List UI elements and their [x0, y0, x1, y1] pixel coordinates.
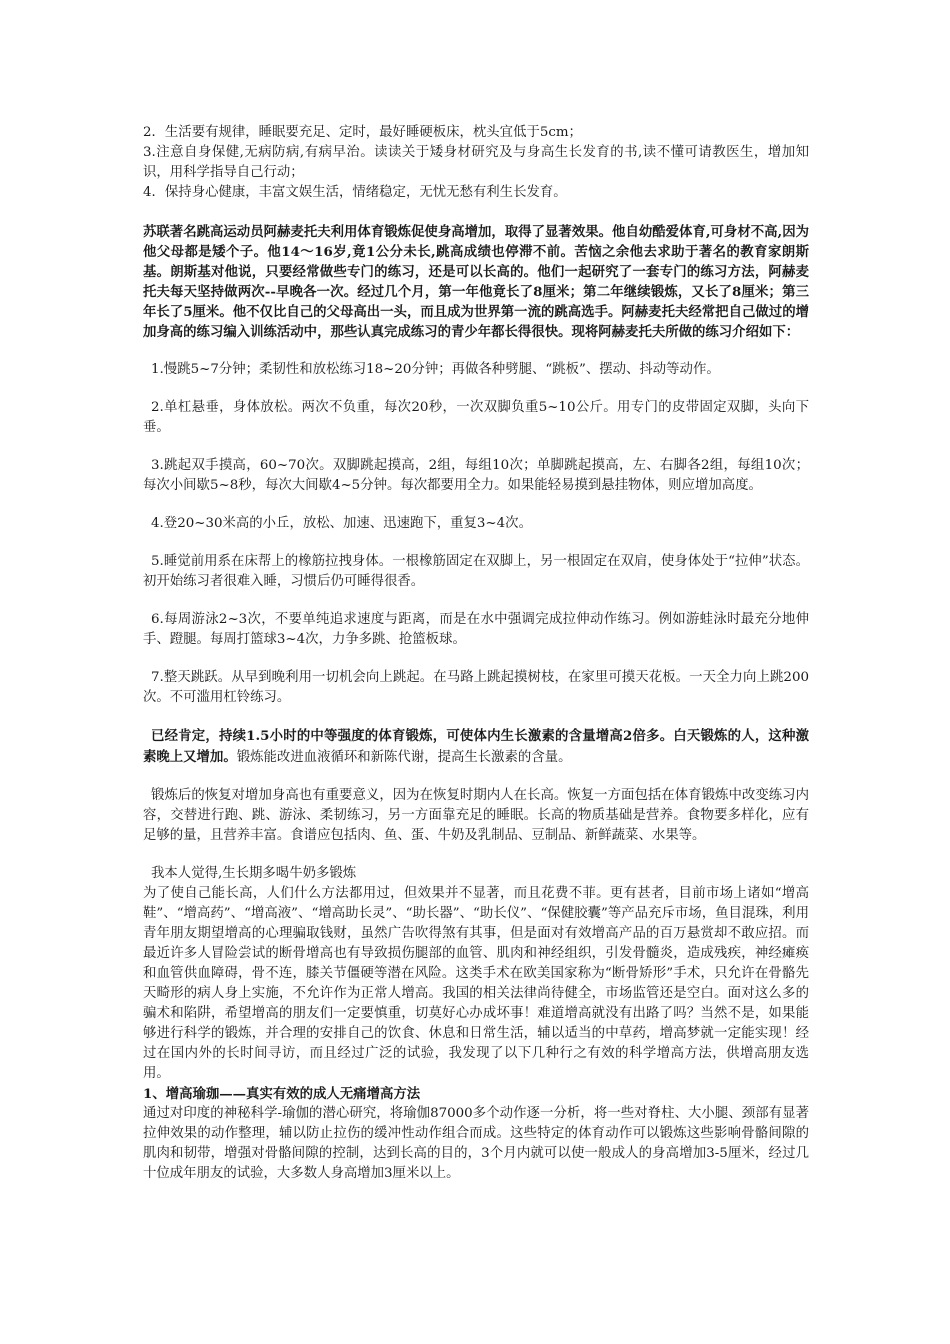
exercise-1: 1.慢跳5~7分钟；柔韧性和放松练习18~20分钟；再做各种劈腿、“跳板”、摆动、抖动等动作。: [151, 362, 720, 377]
story-paragraph: 苏联著名跳高运动员阿赫麦托夫利用体育锻炼促使身高增加，取得了显著效果。他自幼酷爱体育,可身材不高,因为他父母都是矮个子。他14～16岁,竟1公分未长,跳高成绩也停滞不前。苦恼之余他去求助于著名的教育家朗斯基。朗斯基对他说，只要经常做些专门的练习，还是可以长高的。他们一起研究了一套专门的练习方法，阿赫麦托夫每天坚持做两次--早晚各一次。经过几个月，第一年他竟长了8厘米；第二年继续锻炼，又长了8厘米；第三年长了5厘米。他不仅比自己的父母高出一头，而且成为世界第一流的跳高选手。阿赫麦托夫经常把自己做过的增加身高的练习编入训练活动中，那些认真完成练习的青少年都长得很快。现将阿赫麦托夫所做的练习介绍如下：: [143, 224, 809, 340]
document-body: [143, 123, 809, 1184]
exercise-2: 2.单杠悬垂，身体放松。两次不负重，每次20秒，一次双脚负重5~10公斤。用专门的皮带固定双脚，头向下垂。: [143, 400, 809, 435]
tip-4: 4．保持身心健康，丰富文娱生活，情绪稳定，无忧无愁有利生长发育。: [143, 185, 567, 200]
hormone-paragraph: [143, 726, 809, 768]
exercise-4: 4.登20~30米高的小丘，放松、加速、迅速跑下，重复3~4次。: [151, 516, 532, 531]
section-heading-yoga: 1、增高瑜珈——真实有效的成人无痛增高方法: [143, 1086, 421, 1102]
exercise-6: 6.每周游泳2~3次，不要单纯追求速度与距离，而是在水中强调完成拉伸动作练习。例如游蛙泳时最充分地伸手、蹬腿。每周打篮球3~4次，力争多跳、抢篮板球。: [143, 612, 809, 647]
recovery-paragraph: 锻炼后的恢复对增加身高也有重要意义，因为在恢复时期内人在长高。恢复一方面包括在体育锻炼中改变练习内容，交替进行跑、跳、游泳、柔韧练习，另一方面靠充足的睡眠。长高的物质基础是营养。食物要多样化，应有足够的量，且营养丰富。食谱应包括肉、鱼、蛋、牛奶及乳制品、豆制品、新鲜蔬菜、水果等。: [143, 788, 809, 843]
yoga-paragraph: 通过对印度的神秘科学-瑜伽的潜心研究，将瑜伽87000多个动作逐一分析，将一些对脊柱、大小腿、颈部有显著拉伸效果的动作整理，辅以防止拉伤的缓冲性动作组合而成。这些特定的体育动作可以锻炼这些影响骨骼间隙的肌肉和韧带，增强对骨骼间隙的控制，达到长高的目的，3个月内就可以使一般成人的身高增加3-5厘米，经过几十位成年朋友的试验，大多数人身高增加3厘米以上。: [143, 1106, 809, 1181]
exercise-5: 5.睡觉前用系在床帮上的橡筋拉拽身体。一根橡筋固定在双脚上，另一根固定在双肩，使身体处于“拉伸”状态。初开始练习者很难入睡，习惯后仍可睡得很香。: [143, 554, 809, 589]
tip-2: 2．生活要有规律，睡眠要充足、定时，最好睡硬板床，枕头宜低于5cm；: [143, 125, 582, 140]
exercise-3: 3.跳起双手摸高，60~70次。双脚跳起摸高，2组，每组10次；单脚跳起摸高，左、右脚各2组，每组10次；每次小间歇5~8秒，每次大间歇4~5分钟。每次都要用全力。如果能轻易摸到悬挂物体，则应增加高度。: [143, 458, 809, 493]
hormone-normal-text: 锻炼能改进血液循环和新陈代谢，提高生长激素的含量。: [236, 750, 572, 765]
long-paragraph: 为了使自己能长高，人们什么方法都用过，但效果并不显著，而且花费不菲。更有甚者，目前市场上诸如“增高鞋”、“增高药”、“增高液”、“增高助长灵”、“助长器”、“助长仪”、“保健胶囊”等产品充斥市场，鱼目混珠，利用青年朋友期望增高的心理骗取钱财，虽然广告吹得煞有其事，但是面对有效增高产品的百万悬赏却不敢应招。而最近许多人冒险尝试的断骨增高也有导致损伤腿部的血管、肌肉和神经组织，引发骨髓炎，造成残疾，神经瘫痪和血管供血障碍，骨不连，膝关节僵硬等潜在风险。这类手术在欧美国家称为“断骨矫形”手术，只允许在骨骼先天畸形的病人身上实施，不允许作为正常人增高。我国的相关法律尚待健全，市场监管还是空白。面对这么多的骗术和陷阱，希望增高的朋友们一定要慎重，切莫好心办成坏事！难道增高就没有出路了吗？当然不是，如果能够进行科学的锻炼，并合理的安排自己的饮食、休息和日常生活，辅以适当的中草药，增高梦就一定能实现！经过在国内外的长时间寻访，而且经过广泛的试验，我发现了以下几种行之有效的科学增高方法，供增高朋友选用。: [143, 886, 809, 1081]
tip-3: 3.注意自身保健,无病防病,有病早治。读读关于矮身材研究及与身高生长发育的书,读不懂可请教医生，增加知识，用科学指导自己行动；: [143, 145, 809, 180]
exercise-7: 7.整天跳跃。从早到晚利用一切机会向上跳起。在马路上跳起摸树枝，在家里可摸天花板。一天全力向上跳200次。不可滥用杠铃练习。: [143, 670, 809, 705]
opinion-line: 我本人觉得,生长期多喝牛奶多锻炼: [151, 866, 357, 881]
hormone-bold-text: 已经肯定，持续1.5小时的中等强度的体育锻炼，可使体内生长激素的含量增高2倍多。白天锻炼的人，这种激素晚上又增加。: [143, 728, 809, 765]
